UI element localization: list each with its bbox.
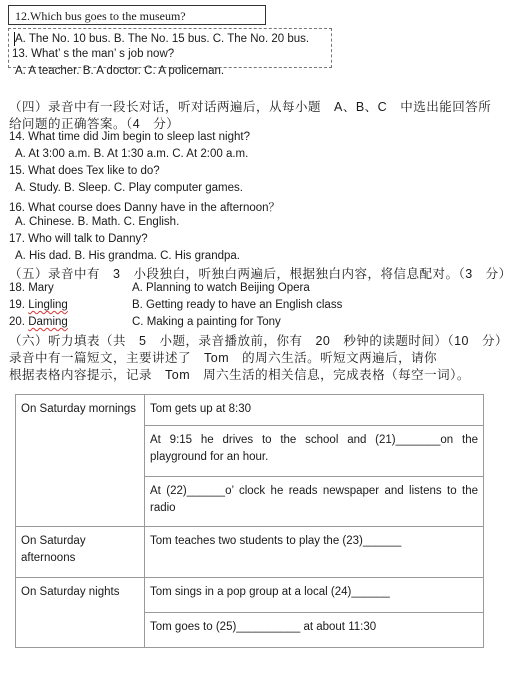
section-4-instruction-line2: 给问题的正确答案。（4 分）	[9, 117, 180, 131]
item-name: Mary	[28, 282, 54, 294]
question-13-options: A. A teacher. B. A doctor. C. A policeman.	[15, 65, 225, 77]
item-number: 19.	[9, 299, 29, 311]
row-drives: At 9:15 he drives to the school and (21)_______on the playground for an hour.	[145, 426, 484, 477]
section-6-instruction-line3: 根据表格内容提示，记录 Tom 周六生活的相关信息，完成表格（每空一词）。	[9, 368, 470, 382]
question-14-options: A. At 3:00 a.m. B. At 1:30 a.m. C. At 2:00 a.m.	[15, 148, 249, 160]
question-17-options: A. His dad. B. His grandma. C. His grandpa.	[15, 250, 240, 262]
match-option-b: B. Getting ready to have an English class	[132, 299, 343, 311]
section-4-instruction-line1: （四）录音中有一段长对话，听对话两遍后，从每小题 A、B、C 中选出能回答所	[9, 100, 492, 114]
match-option-c: C. Making a painting for Tony	[132, 316, 281, 328]
match-item-20	[9, 316, 68, 328]
mornings-label: On Saturday mornings	[16, 395, 145, 527]
row-teaches: Tom teaches two students to play the (23)______	[145, 527, 484, 578]
item-number: 20.	[9, 316, 29, 328]
row-goes: Tom goes to (25)__________ at about 11:30	[145, 613, 484, 648]
question-13: 13. What’ s the man’ s job now?	[12, 48, 175, 60]
nights-label: On Saturday nights	[16, 578, 145, 648]
question-14: 14. What time did Jim begin to sleep last night?	[9, 131, 250, 143]
afternoons-label: On Saturday afternoons	[16, 527, 145, 578]
row-newspaper: At (22)______o’ clock he reads newspaper and listens to the radio	[145, 477, 484, 527]
item-number: 18.	[9, 282, 29, 294]
table-row	[16, 527, 484, 578]
question-15-options: A. Study. B. Sleep. C. Play computer games.	[15, 182, 243, 194]
question-15: 15. What does Tex like to do?	[9, 165, 160, 177]
question-12: 12.Which bus goes to the museum?	[15, 9, 186, 23]
table-row	[16, 395, 484, 426]
item-name: Daming	[28, 316, 68, 328]
match-item-18	[9, 282, 54, 294]
match-option-a: A. Planning to watch Beijing Opera	[132, 282, 310, 294]
section-6-instruction-line2: 录音中有一篇短文，主要讲述了 Tom 的周六生活。听短文两遍后，请你	[9, 351, 438, 365]
item-name: Lingling	[28, 299, 68, 311]
section-5-instruction: （五）录音中有 3 小段独白，听独白两遍后，根据独白内容，将信息配对。（3 分）	[9, 267, 512, 281]
question-16-options: A. Chinese. B. Math. C. English.	[15, 216, 180, 228]
section-6-instruction-line1: （六）听力填表（共 5 小题，录音播放前，你有 20 秒钟的读题时间）（10 分）	[9, 334, 509, 348]
row-sings: Tom sings in a pop group at a local (24)______	[145, 578, 484, 613]
table-row	[16, 578, 484, 613]
question-16: 16. What course does Danny have in the afternoon？	[9, 202, 281, 214]
match-item-19	[9, 299, 68, 311]
question-12-options: A. The No. 10 bus. B. The No. 15 bus. C. The No. 20 bus.	[15, 33, 310, 45]
question-17: 17. Who will talk to Danny?	[9, 233, 148, 245]
text-cursor	[14, 32, 15, 46]
saturday-table	[15, 394, 484, 648]
row-getup: Tom gets up at 8:30	[145, 395, 484, 426]
